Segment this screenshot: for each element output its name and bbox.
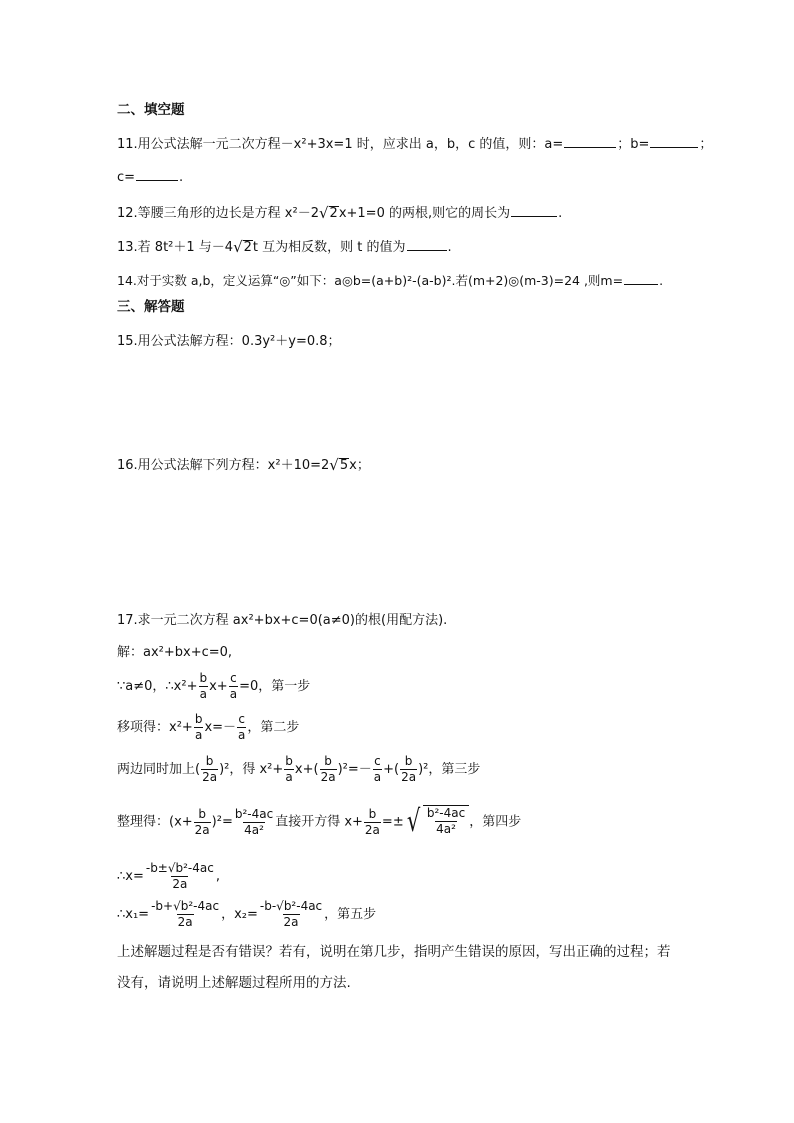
quadratic-formula-fraction [145,862,215,891]
section-title-fill-blank: 二、填空题 [117,102,185,118]
step-5-roots [117,900,376,929]
step-2 [117,713,299,742]
solution-start: 解：ax²+bx+c=0, [117,645,233,660]
step-text: x+( [294,762,319,777]
numerator: -b-√b²-4ac [259,899,323,913]
answer-blank-c[interactable] [136,168,178,181]
denominator: 2a [202,770,218,784]
step-text: ∴x₁= [117,907,150,922]
denominator: a [194,728,203,742]
step-5-general [117,862,220,891]
numerator: b [368,806,377,821]
numerator: b [198,806,206,821]
numerator: b [199,671,208,685]
denominator: a [238,728,246,742]
question-13 [117,238,452,255]
fraction-c-over-a [229,672,238,701]
fraction-b-over-2a [364,808,381,837]
fraction-b-over-a [198,672,208,701]
fraction-b-over-2a [400,755,417,784]
denominator: 2a [172,877,188,891]
denominator: 2a [364,822,380,837]
fraction-b-over-a [194,713,204,742]
q11-text: 11.用公式法解一元二次方程－x²+3x=1 时，应求出 a，b，c 的值，则：a= [117,137,564,152]
step-text: , [215,869,220,884]
denominator: a [285,770,293,784]
fraction-c-over-a [373,755,382,784]
step-text: )²= [211,814,233,830]
step-label: =0，第一步 [239,679,311,694]
step-text: 整理得：(x+ [117,814,193,830]
q12-text: 12.等腰三角形的边长是方程 x²－2 [117,206,319,221]
numerator: c [230,671,237,685]
step-4 [117,805,521,839]
q14-text: 14.对于实数 a,b，定义运算“◎”如下：a◎b=(a+b)²-(a-b)².若(m+2)◎(m-3)=24 ,则m= [117,273,624,288]
q16-text: 16.用公式法解下列方程：x²＋10=2 [117,458,330,473]
denominator: a [373,770,382,784]
question-17-prompt-line1: 上述解题过程是否有错误？若有，说明在第几步，指明产生错误的原因，写出正确的过程；若 [117,944,671,960]
question-15: 15.用公式法解方程：0.3y²＋y=0.8； [117,334,341,349]
radicand: 5 [339,458,349,473]
numerator: b [194,712,203,726]
question-17-prompt-line2: 没有，请说明上述解题过程所用的方法. [117,975,351,991]
question-11 [117,135,712,151]
fraction-b-over-2a [194,808,211,837]
q13-text-post: t 互为相反数，则 t 的值为 [252,240,406,255]
step-text: ，x₂= [221,907,258,922]
denominator: 2a [194,822,210,837]
answer-blank-b[interactable] [650,135,698,148]
q13-text: 13.若 8t²＋1 与－4 [117,240,234,255]
denominator: a [229,687,238,701]
step-text: 直接开方得 x+ [275,814,363,830]
step-label: ，第四步 [469,814,522,830]
radicand: 2 [243,240,252,255]
root-x1-fraction [150,900,220,929]
denominator: 2a [283,915,299,929]
question-16 [117,458,370,473]
q11-sep: ； [699,137,713,152]
denominator: 2a [320,770,336,784]
step-label: ，第二步 [247,720,300,735]
q11-end: . [179,170,184,185]
denominator: 2a [401,770,417,784]
question-17-title: 17.求一元二次方程 ax²+bx+c=0(a≠0)的根(用配方法). [117,613,448,628]
denominator: 2a [177,915,193,929]
step-text: x+ [209,679,228,694]
numerator: -b±√b²-4ac [145,861,214,875]
fraction-discriminant [234,808,274,837]
step-text: 两边同时加上( [117,762,201,777]
denominator: a [199,687,207,701]
section-title-solve: 三、解答题 [117,299,185,315]
q12-text-post: x+1=0 的两根,则它的周长为 [338,206,511,221]
numerator: b²-4ac [426,806,466,820]
answer-blank-a[interactable] [564,135,616,148]
numerator: -b+√b²-4ac [151,899,220,913]
fraction-b-over-2a [201,755,218,784]
step-3 [117,755,480,784]
denominator: 4a² [436,822,456,836]
sqrt-fraction: √ $\frac{\text{b²-4ac}}{\text{4a²}}$ [404,805,469,839]
step-label: ，第五步 [324,907,377,922]
question-14 [117,272,663,288]
q11-text-b: ；b= [617,137,650,152]
step-label: )²，第三步 [418,762,481,777]
answer-blank-m[interactable] [624,272,658,285]
numerator: b [404,754,413,768]
q12-end: . [558,206,563,221]
numerator: c [374,754,381,768]
numerator: b [285,754,293,768]
denominator: 4a² [244,822,264,837]
sqrt-2: √ 2 [318,204,338,222]
radicand: 2 [329,206,338,221]
step-1 [117,672,310,701]
sqrt-5: √ 5 [329,456,349,474]
numerator: b [324,754,332,768]
step-text: +( [383,762,400,777]
step-text: ∵a≠0，∴x²+ [117,679,198,694]
question-11-line2 [117,168,183,184]
step-text: x=－ [204,720,237,735]
q13-end: . [447,240,452,255]
question-12 [117,204,562,221]
q16-text-post: x； [349,458,370,473]
step-text: )²，得 x²+ [219,762,284,777]
numerator: b²-4ac [234,806,274,821]
answer-blank-t[interactable] [407,238,447,251]
step-text: ∴x= [117,869,144,884]
numerator: c [238,712,246,726]
fraction-b-over-2a [320,755,337,784]
sqrt-2: √ 2 [233,238,252,256]
step-text: )²=－ [337,762,372,777]
fraction-b-over-a [284,755,294,784]
fraction-discriminant [426,807,466,836]
step-text: 移项得：x²+ [117,720,193,735]
numerator: b [205,754,214,768]
fraction-c-over-a [237,713,246,742]
step-text: =± [381,814,404,830]
root-x2-fraction [259,900,323,929]
q11-c-label: c= [117,170,136,185]
q14-end: . [659,273,664,288]
answer-blank-perimeter[interactable] [511,204,557,217]
